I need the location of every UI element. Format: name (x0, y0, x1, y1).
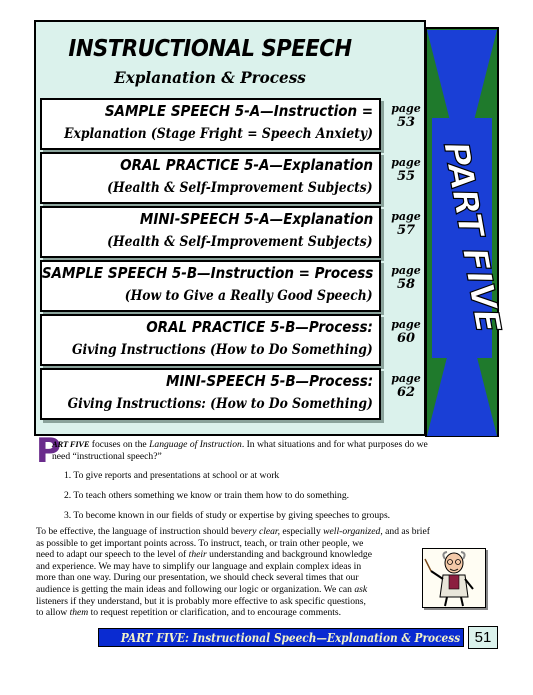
toc-title: INSTRUCTIONAL SPEECH (68, 36, 352, 62)
footer-bar (98, 628, 464, 647)
entry-title: SAMPLE SPEECH 5-B—Instruction = Process (41, 264, 373, 282)
toc-header (36, 22, 384, 100)
table-of-contents (34, 20, 426, 436)
page-word: page (391, 264, 421, 277)
entry-subtitle: (Health & Self-Improvement Subjects) (107, 180, 373, 196)
entry-subtitle: Giving Instructions (How to Do Something) (72, 342, 373, 358)
entry-subtitle: (Health & Self-Improvement Subjects) (107, 234, 373, 250)
part-lead: ART FIVE (52, 439, 90, 449)
para-line: need to adapt our speech to the level of their understanding and background knowledge (36, 549, 372, 561)
intro-text: . In what situations and for what purposes do we (241, 439, 428, 450)
toc-entry[interactable] (40, 260, 381, 312)
toc-entry[interactable] (40, 368, 381, 420)
para-line: more than one way. During our presentation, we should check several times that our (36, 572, 359, 584)
page-ref (388, 152, 424, 204)
page-ref (388, 260, 424, 312)
toc-entry[interactable] (40, 206, 381, 258)
para-line: to allow them to request repetition or clarification, and to encourage comments. (36, 607, 342, 619)
banner-text: PART FIVE (435, 138, 509, 336)
page-ref (388, 368, 424, 420)
part-banner (426, 28, 509, 436)
page-number: 57 (396, 223, 416, 238)
intro-text: focuses on the (89, 439, 150, 450)
entry-subtitle: (How to Give a Really Good Speech) (125, 288, 373, 304)
para-line: audience is getting the main ideas and following our logic or organization. We can ask (36, 584, 368, 595)
page-ref (388, 98, 424, 150)
para-line: and experience. We may have to simplify our language and explain complex ideas in (36, 560, 362, 572)
para-line: as possible to get important points across. To instruct, teach, or train other people, we (36, 537, 364, 549)
toc-subtitle: Explanation & Process (114, 68, 306, 87)
page-word: page (391, 102, 421, 115)
toc-entry[interactable] (40, 152, 381, 204)
entry-title: MINI-SPEECH 5-B—Process: (165, 372, 373, 390)
list-item: 1. To give reports and presentations at school or at work (64, 470, 280, 481)
entry-subtitle: Giving Instructions: (How to Do Something) (67, 396, 373, 412)
page-word: page (391, 318, 421, 331)
page-number: 60 (396, 331, 416, 346)
list-item: 2. To teach others something we know or train them how to do something. (64, 490, 350, 501)
para-line: To be effective, the language of instruction should bevery clear, especially well-organized, and as brief (36, 526, 430, 537)
footer-text: PART FIVE: Instructional Speech—Explanation & Process (120, 631, 461, 645)
entry-title: ORAL PRACTICE 5-A—Explanation (120, 156, 373, 174)
page-word: page (391, 372, 421, 385)
intro-line: need “instructional speech?” (52, 451, 162, 462)
drop-cap: P (36, 431, 61, 471)
entry-title: SAMPLE SPEECH 5-A—Instruction = (104, 102, 373, 120)
intro-paragraph (50, 438, 496, 463)
page-number: 62 (396, 385, 416, 400)
list-item: 3. To become known in our fields of study or expertise by giving speeches to groups. (64, 510, 391, 521)
page-ref (388, 206, 424, 258)
page-word: page (391, 210, 421, 223)
page-number-box: 51 (468, 626, 498, 649)
page-number: 53 (396, 115, 416, 130)
page-number: 55 (396, 169, 416, 184)
entry-subtitle: Explanation (Stage Fright = Speech Anxiety) (64, 126, 373, 142)
entry-title: ORAL PRACTICE 5-B—Process: (146, 318, 373, 336)
banner-label (426, 28, 509, 436)
intro-emphasis: Language of Instruction (149, 439, 242, 450)
entry-title: MINI-SPEECH 5-A—Explanation (139, 210, 373, 228)
page-number: 58 (396, 277, 416, 292)
professor-illustration (422, 548, 486, 608)
para-line: listeners if they understand, but it is probably more effective to ask specific questions, (36, 595, 366, 607)
teacher-icon (423, 549, 485, 607)
toc-entry[interactable] (40, 98, 381, 150)
page-ref (388, 314, 424, 366)
page-word: page (391, 156, 421, 169)
toc-entry[interactable] (40, 314, 381, 366)
